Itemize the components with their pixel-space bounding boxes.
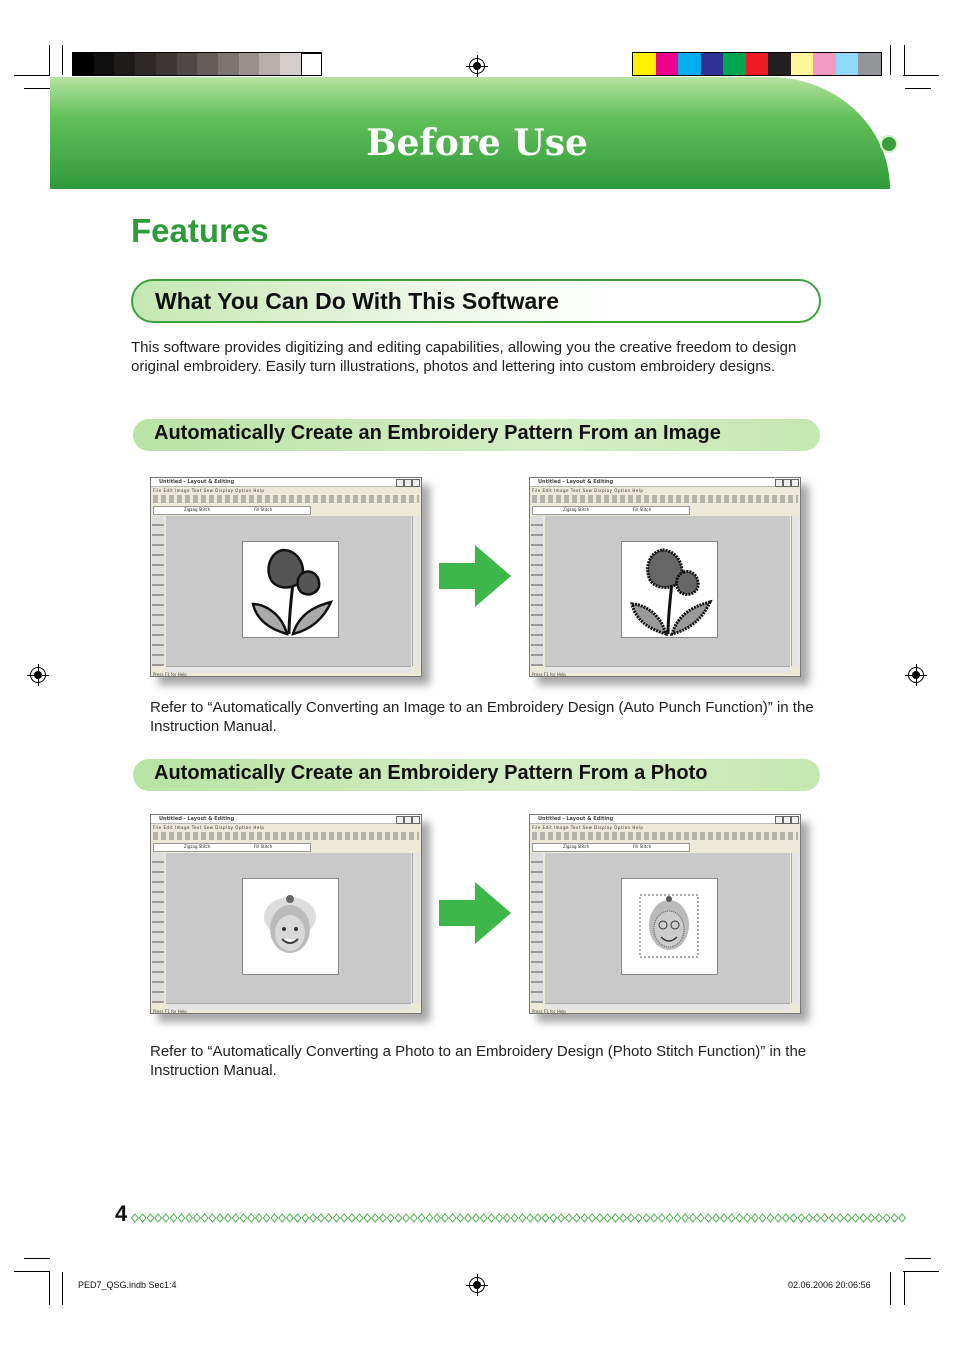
section-title: Features bbox=[131, 212, 269, 249]
status-bar: Press F1 for Help bbox=[532, 672, 566, 677]
window-title: Untitled - Layout & Editing bbox=[538, 479, 614, 485]
status-bar: Press F1 for Help bbox=[153, 1009, 187, 1014]
banner-dot-icon bbox=[880, 135, 898, 153]
stitch-bar: Zigzag Stitch Fill Stitch bbox=[532, 506, 690, 515]
vertical-scrollbar bbox=[412, 516, 420, 666]
toolbar bbox=[532, 832, 798, 840]
status-bar: Press F1 for Help bbox=[532, 1009, 566, 1014]
right-arrow-icon bbox=[437, 545, 513, 607]
close-icon bbox=[791, 816, 799, 824]
tool-palette bbox=[152, 853, 164, 1003]
topic-note: Refer to “Automatically Converting a Photo to an Embroidery Design (Photo Stitch Function)” in the Instruction Manual. bbox=[150, 1043, 807, 1079]
horizontal-scrollbar bbox=[166, 666, 411, 673]
tulip-embroidery-icon bbox=[622, 542, 717, 637]
app-window-before-photo bbox=[150, 814, 422, 1014]
menu-bar: File Edit Image Text Sew Display Option Help bbox=[532, 825, 644, 830]
maximize-icon bbox=[783, 816, 791, 824]
menu-bar: File Edit Image Text Sew Display Option Help bbox=[153, 488, 265, 493]
registration-mark-top bbox=[469, 58, 485, 74]
decorative-diamond-rule bbox=[131, 1213, 906, 1223]
stitch-bar: Zigzag Stitch Fill Stitch bbox=[532, 843, 690, 852]
horizontal-scrollbar bbox=[545, 666, 790, 673]
maximize-icon bbox=[404, 816, 412, 824]
maximize-icon bbox=[404, 479, 412, 487]
stitch-bar: Zigzag Stitch Fill Stitch bbox=[153, 506, 311, 515]
tool-palette bbox=[152, 516, 164, 666]
menu-bar: File Edit Image Text Sew Display Option Help bbox=[532, 488, 644, 493]
minimize-icon bbox=[396, 479, 404, 487]
design-page bbox=[621, 878, 718, 975]
page-title: Before Use bbox=[366, 122, 588, 164]
vertical-scrollbar bbox=[791, 516, 799, 666]
slug-timestamp: 02.06.2006 20:06:56 bbox=[788, 1280, 871, 1290]
horizontal-scrollbar bbox=[166, 1003, 411, 1010]
right-arrow-icon bbox=[437, 882, 513, 944]
topic-title: Automatically Create an Embroidery Pattern From an Image bbox=[154, 422, 721, 444]
window-title: Untitled - Layout & Editing bbox=[159, 479, 235, 485]
topic-note: Refer to “Automatically Converting an Image to an Embroidery Design (Auto Punch Function)” in the Instruction Manual. bbox=[150, 699, 814, 735]
topic-title: Automatically Create an Embroidery Pattern From a Photo bbox=[154, 762, 708, 784]
close-icon bbox=[412, 479, 420, 487]
stitch-bar: Zigzag Stitch Fill Stitch bbox=[153, 843, 311, 852]
design-page bbox=[621, 541, 718, 638]
slug-file-info: PED7_QSG.indb Sec1:4 bbox=[78, 1280, 177, 1290]
toolbar bbox=[153, 832, 419, 840]
vertical-scrollbar bbox=[791, 853, 799, 1003]
tool-palette bbox=[531, 516, 543, 666]
intro-paragraph: This software provides digitizing and editing capabilities, allowing you the creative freedom to design original embroidery. Easily turn illustrations, photos and lettering into custom embroidery designs. bbox=[131, 339, 797, 375]
window-title: Untitled - Layout & Editing bbox=[538, 816, 614, 822]
minimize-icon bbox=[775, 479, 783, 487]
page-number: 4 bbox=[115, 1201, 128, 1226]
registration-mark-right bbox=[908, 667, 924, 683]
minimize-icon bbox=[775, 816, 783, 824]
girl-photo-icon bbox=[243, 879, 338, 974]
maximize-icon bbox=[783, 479, 791, 487]
topic-header-photo bbox=[133, 759, 820, 791]
window-title: Untitled - Layout & Editing bbox=[159, 816, 235, 822]
design-page bbox=[242, 878, 339, 975]
design-page bbox=[242, 541, 339, 638]
girl-photo-stitch-icon bbox=[622, 879, 717, 974]
status-bar: Press F1 for Help bbox=[153, 672, 187, 677]
horizontal-scrollbar bbox=[545, 1003, 790, 1010]
subsection-title: What You Can Do With This Software bbox=[155, 288, 559, 314]
menu-bar: File Edit Image Text Sew Display Option Help bbox=[153, 825, 265, 830]
close-icon bbox=[412, 816, 420, 824]
registration-mark-bottom bbox=[469, 1277, 485, 1293]
toolbar bbox=[532, 495, 798, 503]
subsection-header bbox=[131, 279, 821, 323]
app-window-after-image bbox=[529, 477, 801, 677]
tulip-image-icon bbox=[243, 542, 338, 637]
minimize-icon bbox=[396, 816, 404, 824]
registration-mark-left bbox=[30, 667, 46, 683]
app-window-before-image bbox=[150, 477, 422, 677]
toolbar bbox=[153, 495, 419, 503]
vertical-scrollbar bbox=[412, 853, 420, 1003]
topic-header-image bbox=[133, 419, 820, 451]
tool-palette bbox=[531, 853, 543, 1003]
close-icon bbox=[791, 479, 799, 487]
app-window-after-photo bbox=[529, 814, 801, 1014]
